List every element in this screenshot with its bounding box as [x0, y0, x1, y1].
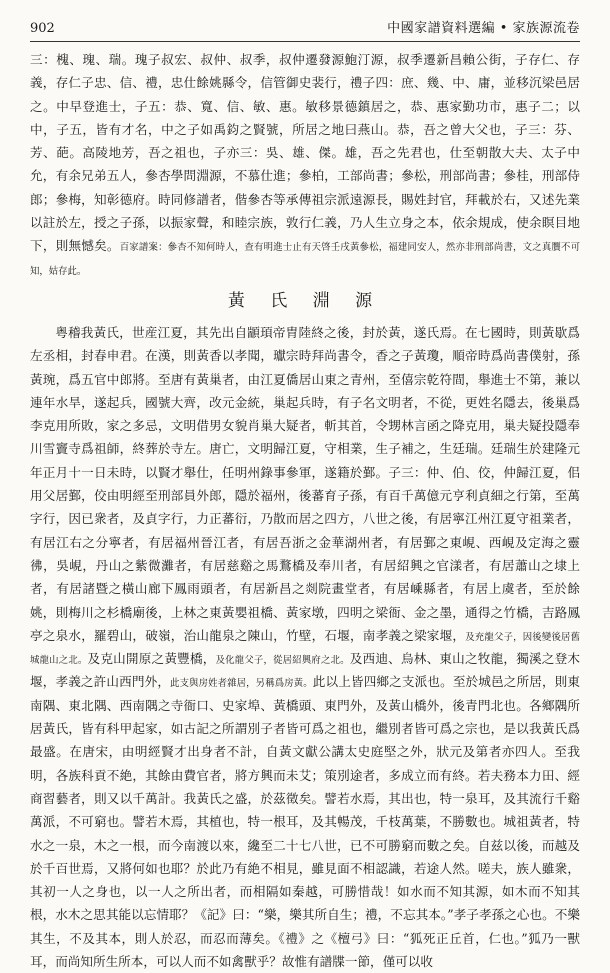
header-rule	[30, 41, 580, 42]
page-body	[30, 48, 580, 973]
inline-note-3: 此支與房姓者雜居，另稱爲房黃。	[170, 678, 313, 690]
section-title: 黃 氏 淵 源	[227, 290, 383, 311]
inline-note-1: 及充龍父子，因後變後居舊城龍山之北。	[30, 631, 580, 667]
previous-section-text: 三：槐、瑰、瑞。瑰子叔宏、叔仲、叔季，叔仲遷發源鮑汀源，叔季遷新昌賴公街，子存仁、存義，存仁子忠、信、禮，忠仕餘姚縣令，信管御史裴行，禮子四：庶、幾、中、庸，並移沉梁邑居之。中早登進士，子五：恭、寬、信、敏、惠。敏移景德鎮居之，恭、惠家勤功市，惠子二；以中，子五，皆有才名，中之子如禹鈞之賢號，所居之地曰燕山。恭，吾之曾大父也，子三：芬、芳、葩。高陵地芳，吾之祖也，子亦三：吳、雄、傑。雄，吾之先君也，仕至朝散大夫、太子中允，有余兄弟五人，參杏學問淵源，不慕仕進；參柏，工部尚書；參松，刑部尚書；參桂，刑部侍郎；參梅，知彰德府。時同修譜者，偕參杏等承傳祖宗派遠源長，賜姓封官，拜載於右，又述先業以註於左，授之子孫，以振家聲，和睦宗族，敦行仁義，乃人生立身之本，依余規成，使余瞑目地下，則無憾矣。	[30, 52, 580, 254]
page-number: 902	[30, 21, 55, 36]
inline-note-2: 及化龍父子，從居紹興府之北。	[215, 655, 350, 667]
page-header	[30, 14, 580, 36]
paragraph-text-2: 及克山開原之黃豐橋，	[87, 651, 216, 667]
paragraph-text-4: 此以上皆四鄉之支派也。至於城邑之所居，則東南隅、東北隅、西南隅之寺衙口、史家埠、黃橋頭、東門外，及黃山橋外，後青門北也。各鄉隅所居黃氏，皆有科甲起家，如古記之所謂別子者皆可爲之祖也，繼別者皆可爲之宗也，是以我黃氏爲最盛。在唐宋，由明經賢才出身者不計，自黃文獻公講太史庭堅之外，狀元及第者亦四人。至我明，各族科貢不絶，其餘由費官者，將方興而未艾；策別途者，多成立而有終。若夫務本力田、經商習藝者，則又以千萬計。我黃氏之盛，於茲徵矣。譬若水焉，其出也，特一泉耳，及其流行千谿萬派，不可窮也。譬若木焉，其植也，特一根耳，及其暢茂，千枝萬葉，不勝數也。城祖黃者，特水之一泉，木之一根，而今南渡以來，纔至二十七八世，已不可勝窮而數之矣。自兹以後，而越及於千百世焉，又將何如也耶？於此乃有絶不相見，雖見面不相認識，若途人然。嗟夫，族人雖衆，其初一人之身也，以一人之所出者，而相隔如秦越，可勝惜哉！如水而不知其源，如木而不知其根，水木之思其能以忘情耶？《記》曰：“樂，樂其所自生；禮，不忘其本。”孝子孝孫之心也。不樂其生，不及其本，則人於忍，而忍而薄矣。《禮》之《檀弓》曰：“狐死正丘首，仁也。”狐乃一獸耳，而尚知所生所本，可以人而不如禽獸乎？故惟有譜牒一節，僅可以收	[30, 674, 580, 969]
paragraph-text-1: 粤稽我黃氏，世産江夏，其先出自顓頊帝胄陸終之後，封於黃，遂氏焉。在七國時，則黃歇爲左丞相，封春申君。在漢，則黃香以孝聞，瓛宗時拜尚書令，香之子黃瓊，順帝時爲尚書僕射，孫黃琬，爲五官中郎將。至唐有黃巢者，由江夏僑居山東之青州，至僖宗乾符間，舉進士不第，兼以連年水旱，遂起兵，國號大齊，改元金統，巢起兵時，有子名文明者，不從，更姓名隱去，後巢爲李克用所敗，家之多忌，文明借男女貌肖巢大疑者，斬其首，令甥林言函之降克用，巢夫疑投隱奉川雪竇寺爲祖師，終葬於寺左。唐亡，文明歸江夏，守相業，生子補之，生廷瑞。廷瑞生於建隆元年正月十一日未時，以賢才舉仕，任明州錄事參軍，遂籍於鄞。子三：仲、伯、佼，仲歸江夏，佀用父居鄞，佼由明經至刑部員外郎，隱於福州，後蕃育子孫，有百千萬億元亨利貞細之行第，至萬字行，因已衆者，及貞字行，力正蕃衍，乃散而居之四方，八世之後，有居寧江州江夏守祖業者，有居江右之分寧者，有居福州晉江者，有居吾浙之金華湖州者，有居鄞之東峴、西峴及定海之靈彿，吳峴，丹山之紫微灘者，有居慈谿之馬鶩橋及奉川者，有居紹興之官漾者，有居蕭山之埭上者，有居諸暨之橫山廊下鳳雨頭者，有居新昌之剡院畫堂者，有居嵊縣者，有居上虞者，至於餘姚，則梅川之杉橋廟後，上林之東黃嬰祖橋、黃家墩，四明之梁衙、金之墨，通得之竹橋，吉路鳳亭之泉水，羅碧山，破嶺，治山龍泉之陳山，竹壁，石堰，南孝義之梁家堰，	[30, 324, 580, 643]
running-title: 中國家譜資料選編 • 家族源流卷	[387, 21, 580, 36]
previous-section-paragraph	[30, 48, 580, 281]
paragraph-text-3: 及西迪、烏林、東山之牧龍，獨溪之登木堰，孝義之許山西門外，	[30, 651, 580, 690]
editor-note: 百家譜案：參杏不知何時人，查有明進士止有天啓壬戌黃參松，福建同安人，然亦非刑部尚書，文之真贋不可知，姑存此。	[30, 242, 581, 277]
section-paragraph	[30, 321, 580, 973]
